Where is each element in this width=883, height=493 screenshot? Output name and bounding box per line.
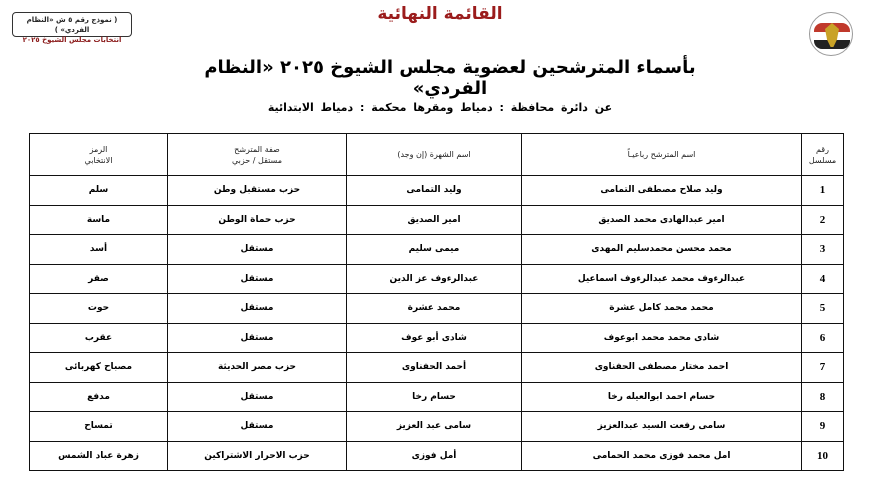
- cell-status: مستقل: [168, 412, 347, 442]
- header-status: [168, 134, 347, 176]
- cell-nickname: امير الصديق: [347, 205, 522, 235]
- cell-serial: 3: [802, 235, 844, 265]
- cell-nickname: أمل فوزى: [347, 441, 522, 471]
- cell-status: مستقل: [168, 264, 347, 294]
- table-row: [30, 235, 844, 265]
- cell-symbol: تمساح: [30, 412, 168, 442]
- cell-serial: 10: [802, 441, 844, 471]
- cell-nickname: شادى أبو عوف: [347, 323, 522, 353]
- page-title: بأسماء المترشحين لعضوية مجلس الشيوخ ٢٠٢٥ «النظام الفردي»: [204, 57, 696, 99]
- cell-symbol: مصباح كهربائى: [30, 353, 168, 383]
- cell-serial: 4: [802, 264, 844, 294]
- header-serial-line1: رقم: [815, 144, 829, 154]
- cell-full-name: سامى رفعت السيد عبدالعزيز: [522, 412, 802, 442]
- table-header-row: [30, 134, 844, 176]
- cell-nickname: أحمد الحفناوى: [347, 353, 522, 383]
- cell-full-name: وليد صلاح مصطفى التمامى: [522, 176, 802, 206]
- cell-nickname: عبدالرءوف عز الدين: [347, 264, 522, 294]
- table-row: [30, 323, 844, 353]
- header-status-line2: مستقل / حزبي: [232, 155, 282, 165]
- table-row: [30, 412, 844, 442]
- header-symbol-line2: الانتخابي: [84, 155, 113, 165]
- cell-status: حزب مستقبل وطن: [168, 176, 347, 206]
- table-row: [30, 382, 844, 412]
- table-row: [30, 441, 844, 471]
- cell-status: مستقل: [168, 235, 347, 265]
- header-serial-line2: مسلسل: [808, 155, 837, 165]
- table-row: [30, 264, 844, 294]
- cell-symbol: زهرة عباد الشمس: [30, 441, 168, 471]
- cell-symbol: حوت: [30, 294, 168, 324]
- cell-full-name: امير عبدالهادى محمد الصديق: [522, 205, 802, 235]
- egypt-eagle-emblem-icon: [809, 12, 853, 56]
- district-subtitle: عن دائرة محافظة : دمياط ومقرها محكمة : دمياط الابتدائية: [267, 101, 613, 114]
- header-nickname: اسم الشهرة (إن وجد): [347, 134, 522, 176]
- cell-serial: 8: [802, 382, 844, 412]
- cell-status: مستقل: [168, 294, 347, 324]
- cell-status: حزب الاحرار الاشتراكين: [168, 441, 347, 471]
- cell-symbol: صقر: [30, 264, 168, 294]
- cell-full-name: امل محمد فوزى محمد الحمامى: [522, 441, 802, 471]
- cell-nickname: سامى عبد العزيز: [347, 412, 522, 442]
- cell-full-name: احمد مختار مصطفى الحفناوى: [522, 353, 802, 383]
- header-full-name: اسم المترشح رباعيـاً: [522, 134, 802, 176]
- cell-status: مستقل: [168, 382, 347, 412]
- cell-serial: 7: [802, 353, 844, 383]
- header-symbol-line1: الرمز: [89, 144, 108, 154]
- cell-status: حزب حماة الوطن: [168, 205, 347, 235]
- table-row: [30, 176, 844, 206]
- cell-serial: 2: [802, 205, 844, 235]
- cell-symbol: أسد: [30, 235, 168, 265]
- form-number-label: ( نموذج رقم ٥ ش «النظام الفردي» ): [26, 16, 118, 34]
- header-serial: [802, 134, 844, 176]
- cell-symbol: سلم: [30, 176, 168, 206]
- final-list-title: القائمة النهائية: [377, 4, 503, 24]
- header-status-line1: صفة المترشح: [234, 144, 280, 154]
- cell-full-name: عبدالرءوف محمد عبدالرءوف اسماعيل: [522, 264, 802, 294]
- cell-nickname: وليد التمامى: [347, 176, 522, 206]
- table-row: [30, 294, 844, 324]
- form-number-badge: [12, 12, 132, 44]
- cell-full-name: شادى محمد محمد ابوعوف: [522, 323, 802, 353]
- election-label: انتخابات مجلس الشيوخ ٢٠٢٥: [22, 36, 122, 44]
- cell-status: مستقل: [168, 323, 347, 353]
- cell-symbol: ماسة: [30, 205, 168, 235]
- cell-serial: 6: [802, 323, 844, 353]
- candidates-table: [29, 133, 844, 471]
- header-symbol: [30, 134, 168, 176]
- cell-nickname: حسام رخا: [347, 382, 522, 412]
- cell-full-name: حسام احمد ابوالعيله رخا: [522, 382, 802, 412]
- table-row: [30, 205, 844, 235]
- cell-symbol: مدفع: [30, 382, 168, 412]
- table-row: [30, 353, 844, 383]
- cell-full-name: محمد محسن محمدسليم المهدى: [522, 235, 802, 265]
- cell-symbol: عقرب: [30, 323, 168, 353]
- cell-nickname: ميمى سليم: [347, 235, 522, 265]
- cell-nickname: محمد عشرة: [347, 294, 522, 324]
- cell-serial: 5: [802, 294, 844, 324]
- cell-full-name: محمد محمد كامل عشرة: [522, 294, 802, 324]
- cell-status: حزب مصر الحديثة: [168, 353, 347, 383]
- cell-serial: 9: [802, 412, 844, 442]
- cell-serial: 1: [802, 176, 844, 206]
